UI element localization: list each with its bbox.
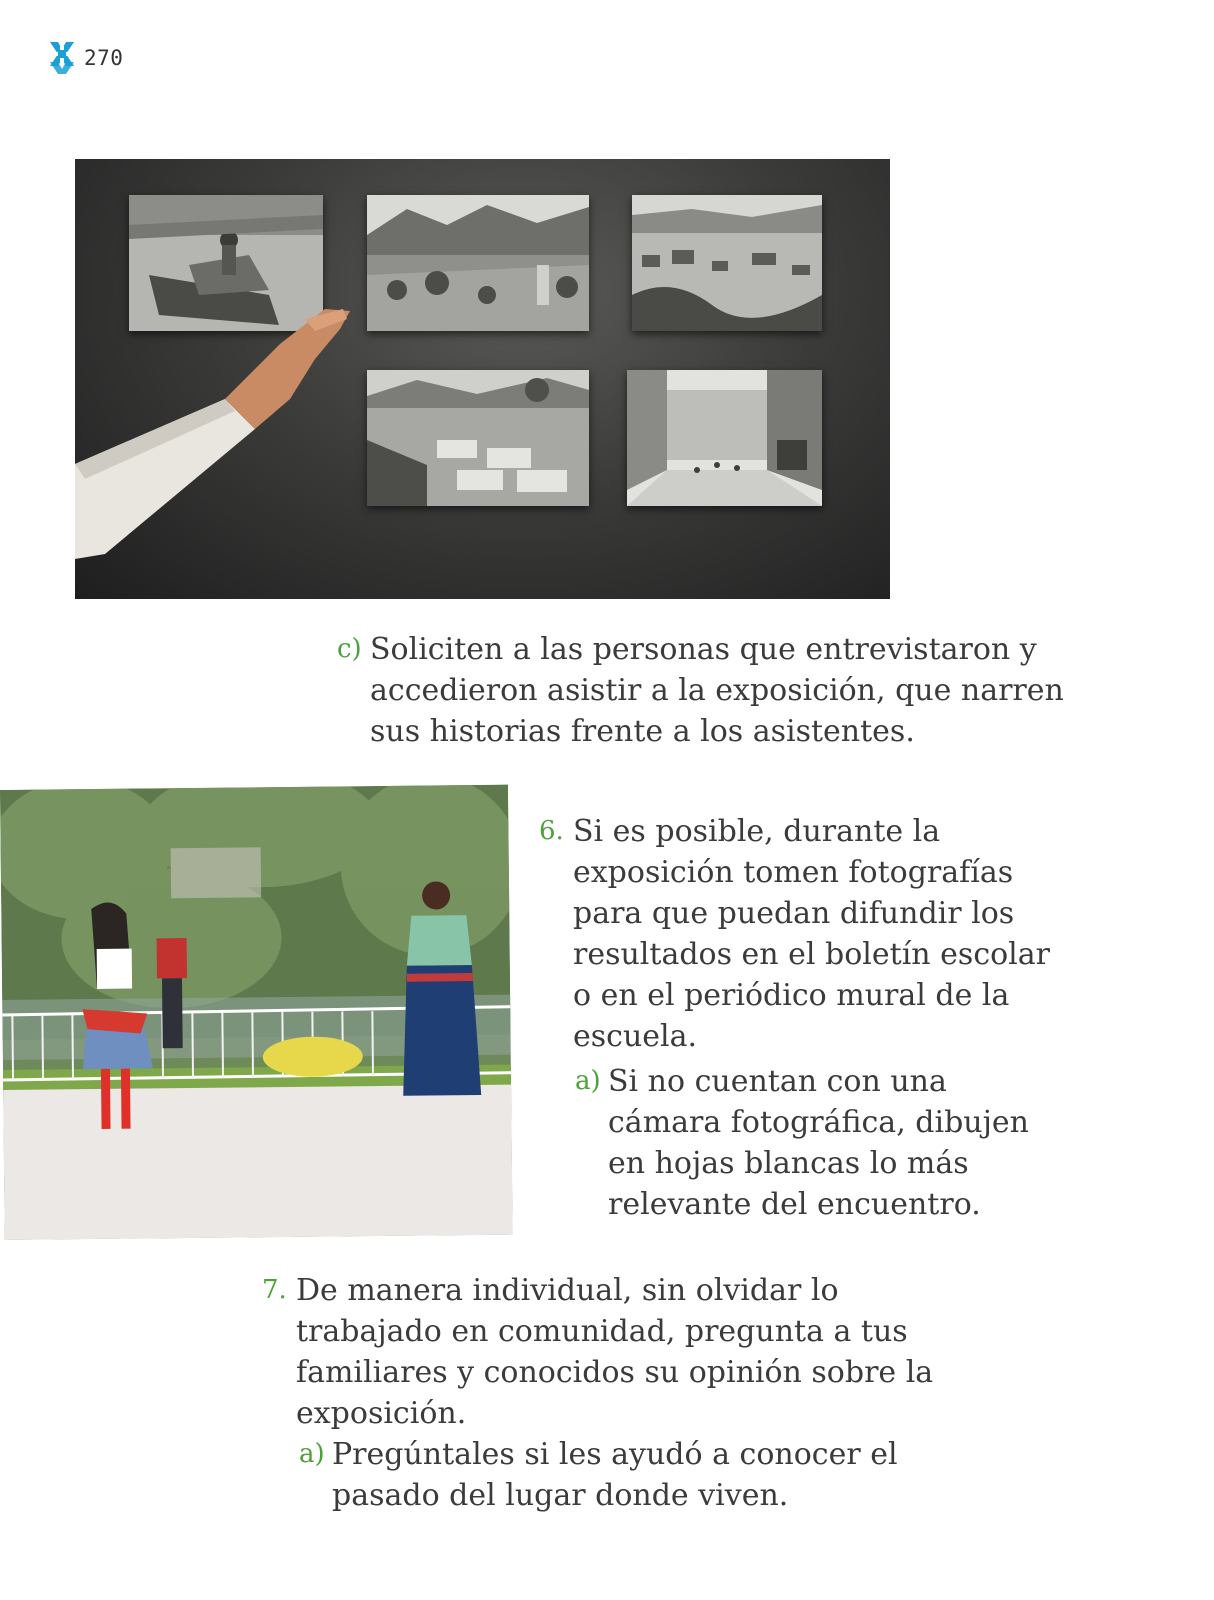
page-header (48, 40, 123, 76)
item-7 (262, 1270, 936, 1434)
sep-logo-icon (48, 40, 76, 76)
item-6-marker: 6. (539, 816, 564, 846)
item-c-marker: c) (337, 634, 362, 664)
item-6a-marker: a) (575, 1066, 601, 1096)
item-c (337, 629, 1070, 752)
arm-pointing (75, 159, 890, 599)
item-6a (575, 1061, 1048, 1225)
park-photo (0, 785, 513, 1240)
item-7-marker: 7. (262, 1275, 287, 1305)
item-c-text: Soliciten a las personas que entrevistaron y accedieron asistir a la exposición, que narren sus historias frente a los asistentes. (370, 632, 1064, 749)
item-6a-text: Si no cuentan con una cámara fotográfica, dibujen en hojas blancas lo más relevante del encuentro. (608, 1064, 1029, 1222)
item-6 (539, 811, 1053, 1057)
item-7a-text: Pregúntales si les ayudó a conocer el pasado del lugar donde viven. (332, 1437, 898, 1513)
item-7-text: De manera individual, sin olvidar lo trabajado en comunidad, pregunta a tus familiares y conocidos su opinión sobre la exposición. (296, 1273, 934, 1431)
page-number: 270 (84, 46, 124, 70)
item-7a-marker: a) (299, 1439, 325, 1469)
item-6-text: Si es posible, durante la exposición tomen fotografías para que puedan difundir los resultados en el boletín escolar o en el periódico mural de la escuela. (573, 814, 1050, 1054)
exhibition-photo (75, 159, 890, 599)
item-7a (299, 1434, 932, 1516)
